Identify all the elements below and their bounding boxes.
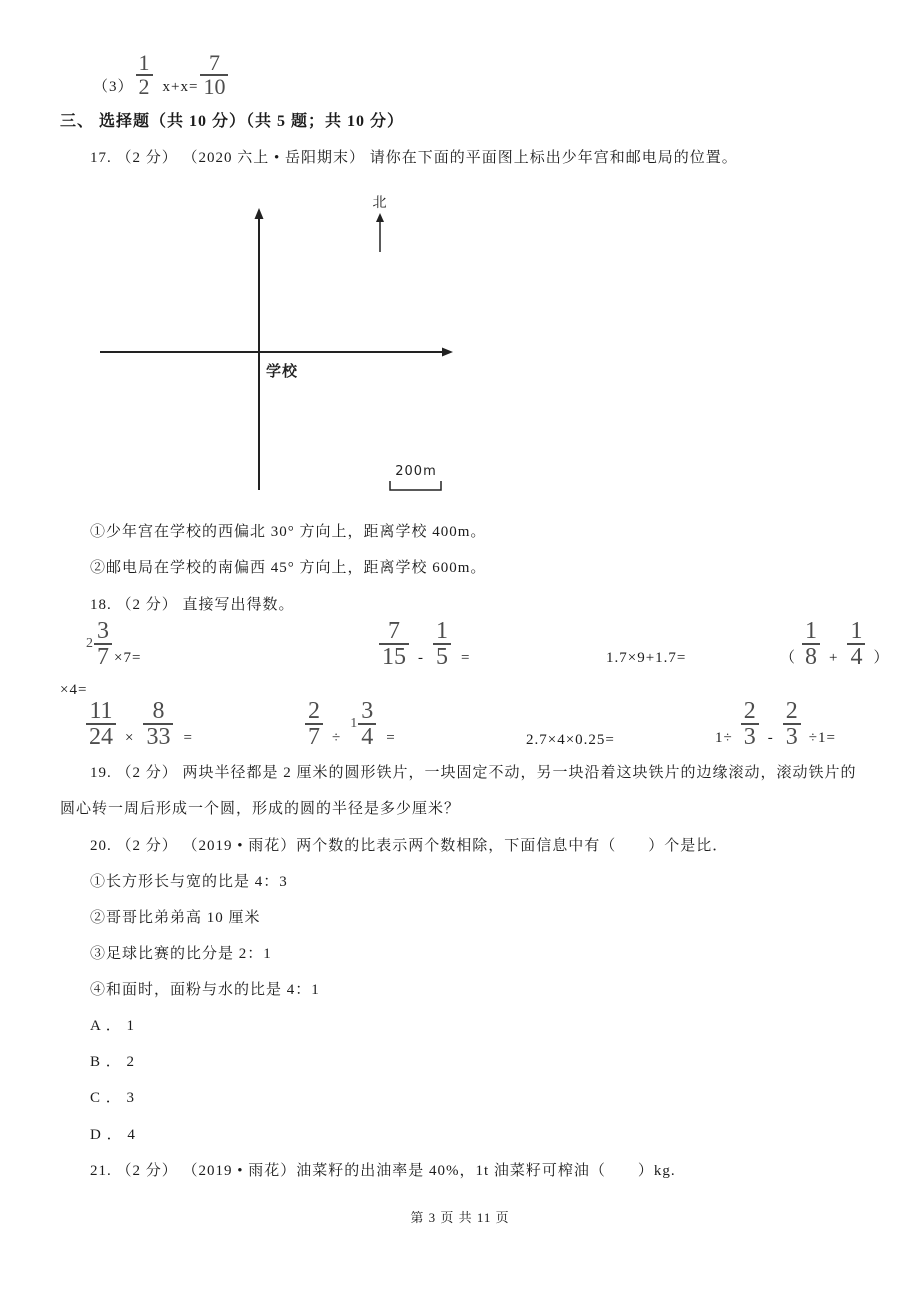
statement-item: ③足球比赛的比分是 2：1 [90,946,272,962]
fraction [783,700,801,748]
calc-expression-7: 2.7×4×0.25= [526,732,615,748]
fraction [379,620,409,668]
question-19-stem-continued: 圆心转一周后形成一个圆，形成的圆的半径是多少厘米？ [60,801,461,817]
calc-expression-8 [715,700,836,748]
operator: + [829,650,839,666]
scale-bar [390,481,441,490]
fraction [741,700,759,748]
fraction [847,620,865,668]
fraction-denominator: 4 [847,643,865,668]
axis-arrowhead-up [255,208,264,219]
fraction-numerator: 8 [152,698,165,724]
fraction-numerator: 1 [850,618,863,644]
fraction-denominator: 8 [802,643,820,668]
fraction-denominator: 33 [143,723,173,748]
fraction-denominator: 5 [433,643,451,668]
fraction-numerator: 2 [785,698,798,724]
statement-item: ①长方形长与宽的比是 4：3 [90,874,288,890]
option-a: A ． 1 [90,1018,136,1034]
calc-expression-3: 1.7×9+1.7= [606,650,687,666]
calc-expression-1 [86,620,141,668]
fraction [305,700,323,748]
fraction-numerator: 7 [388,618,400,644]
fraction-numerator: 2 [743,698,756,724]
fraction-denominator: 3 [783,723,801,748]
expression-tail: ×4= [60,682,88,698]
north-label: 北 [372,195,388,211]
fraction-denominator: 15 [379,643,409,668]
fraction-numerator: 3 [97,618,109,644]
fraction-numerator: 7 [208,50,220,75]
fraction-denominator: 7 [305,723,323,748]
condition-item: ②邮电局在学校的南偏西 45° 方向上，距离学校 600m。 [90,560,487,576]
fraction [136,50,153,99]
calc-expression-4 [780,620,890,668]
fraction-numerator: 1 [436,618,448,644]
north-arrowhead [376,213,384,222]
option-b: B ． 2 [90,1054,136,1070]
operator: - [767,730,774,746]
condition-item: ①少年宫在学校的西偏北 30° 方向上，距离学校 400m。 [90,524,487,540]
option-d: D ． 4 [90,1127,136,1143]
fraction-numerator: 11 [89,698,113,724]
mixed-number-whole: 2 [86,636,93,651]
page-footer: 第 3 页 共 11 页 [410,1210,510,1225]
origin-label: 学校 [266,362,299,380]
fraction [86,700,116,748]
calc-expression-5 [86,700,193,748]
expression-tail: ×7= [114,650,142,666]
operator: ÷ [332,730,342,746]
close-paren: ） [873,650,890,666]
fraction-numerator: 1 [805,618,818,644]
fraction-denominator: 3 [741,723,759,748]
question-19-stem: 19. （2 分） 两块半径都是 2 厘米的圆形铁片，一块固定不动，另一块沿着这块铁片的边缘滚动，滚动铁片的 [90,765,857,781]
axis-arrowhead-right [442,348,453,357]
calc-expression-2 [379,620,470,668]
question-21-stem: 21. （2 分） （2019 • 雨花）油菜籽的出油率是 40%，1t 油菜籽可榨油（ ）kg. [90,1163,676,1179]
expression-tail: ÷1= [808,730,836,746]
fraction-denominator: 10 [200,74,228,97]
fraction-denominator: 4 [358,723,376,748]
expression-tail: = [461,650,471,666]
fraction [802,620,820,668]
question-18-stem: 18. （2 分） 直接写出得数。 [90,597,295,613]
section-title: 三、 选择题（共 10 分）（共 5 题；共 10 分） [60,113,405,130]
operator: - [418,650,424,666]
fraction [200,50,228,99]
sub-question-label: （3） [93,79,134,95]
statement-item: ④和面时，面粉与水的比是 4：1 [90,982,320,998]
expression-tail: = [386,730,396,746]
fraction [358,700,376,748]
operator: × [125,730,135,746]
statement-item: ②哥哥比弟弟高 10 厘米 [90,910,261,926]
fraction-denominator: 7 [94,643,112,668]
open-paren: （ [780,650,797,666]
fraction [143,700,173,748]
fraction-denominator: 2 [136,74,153,97]
equation-part-3 [93,50,228,99]
fraction-numerator: 2 [308,698,320,724]
calc-expression-6 [305,700,396,748]
plane-diagram [95,190,455,502]
equation-middle: x+x= [162,79,199,95]
fraction [433,620,451,668]
fraction [94,620,112,668]
question-20-stem: 20. （2 分） （2019 • 雨花）两个数的比表示两个数相除，下面信息中有（ ）个是比． [90,838,729,854]
fraction-numerator: 3 [361,698,374,724]
question-17-stem: 17. （2 分） （2020 六上 • 岳阳期末） 请你在下面的平面图上标出少年宫和邮电局的位置。 [90,150,738,166]
scale-label: 200m [395,464,437,479]
expression-tail: = [183,730,193,746]
option-c: C ． 3 [90,1090,136,1106]
expression-head: 1÷ [715,730,733,746]
fraction-denominator: 24 [86,723,116,748]
fraction-numerator: 1 [138,50,150,75]
mixed-number-whole: 1 [350,716,358,731]
